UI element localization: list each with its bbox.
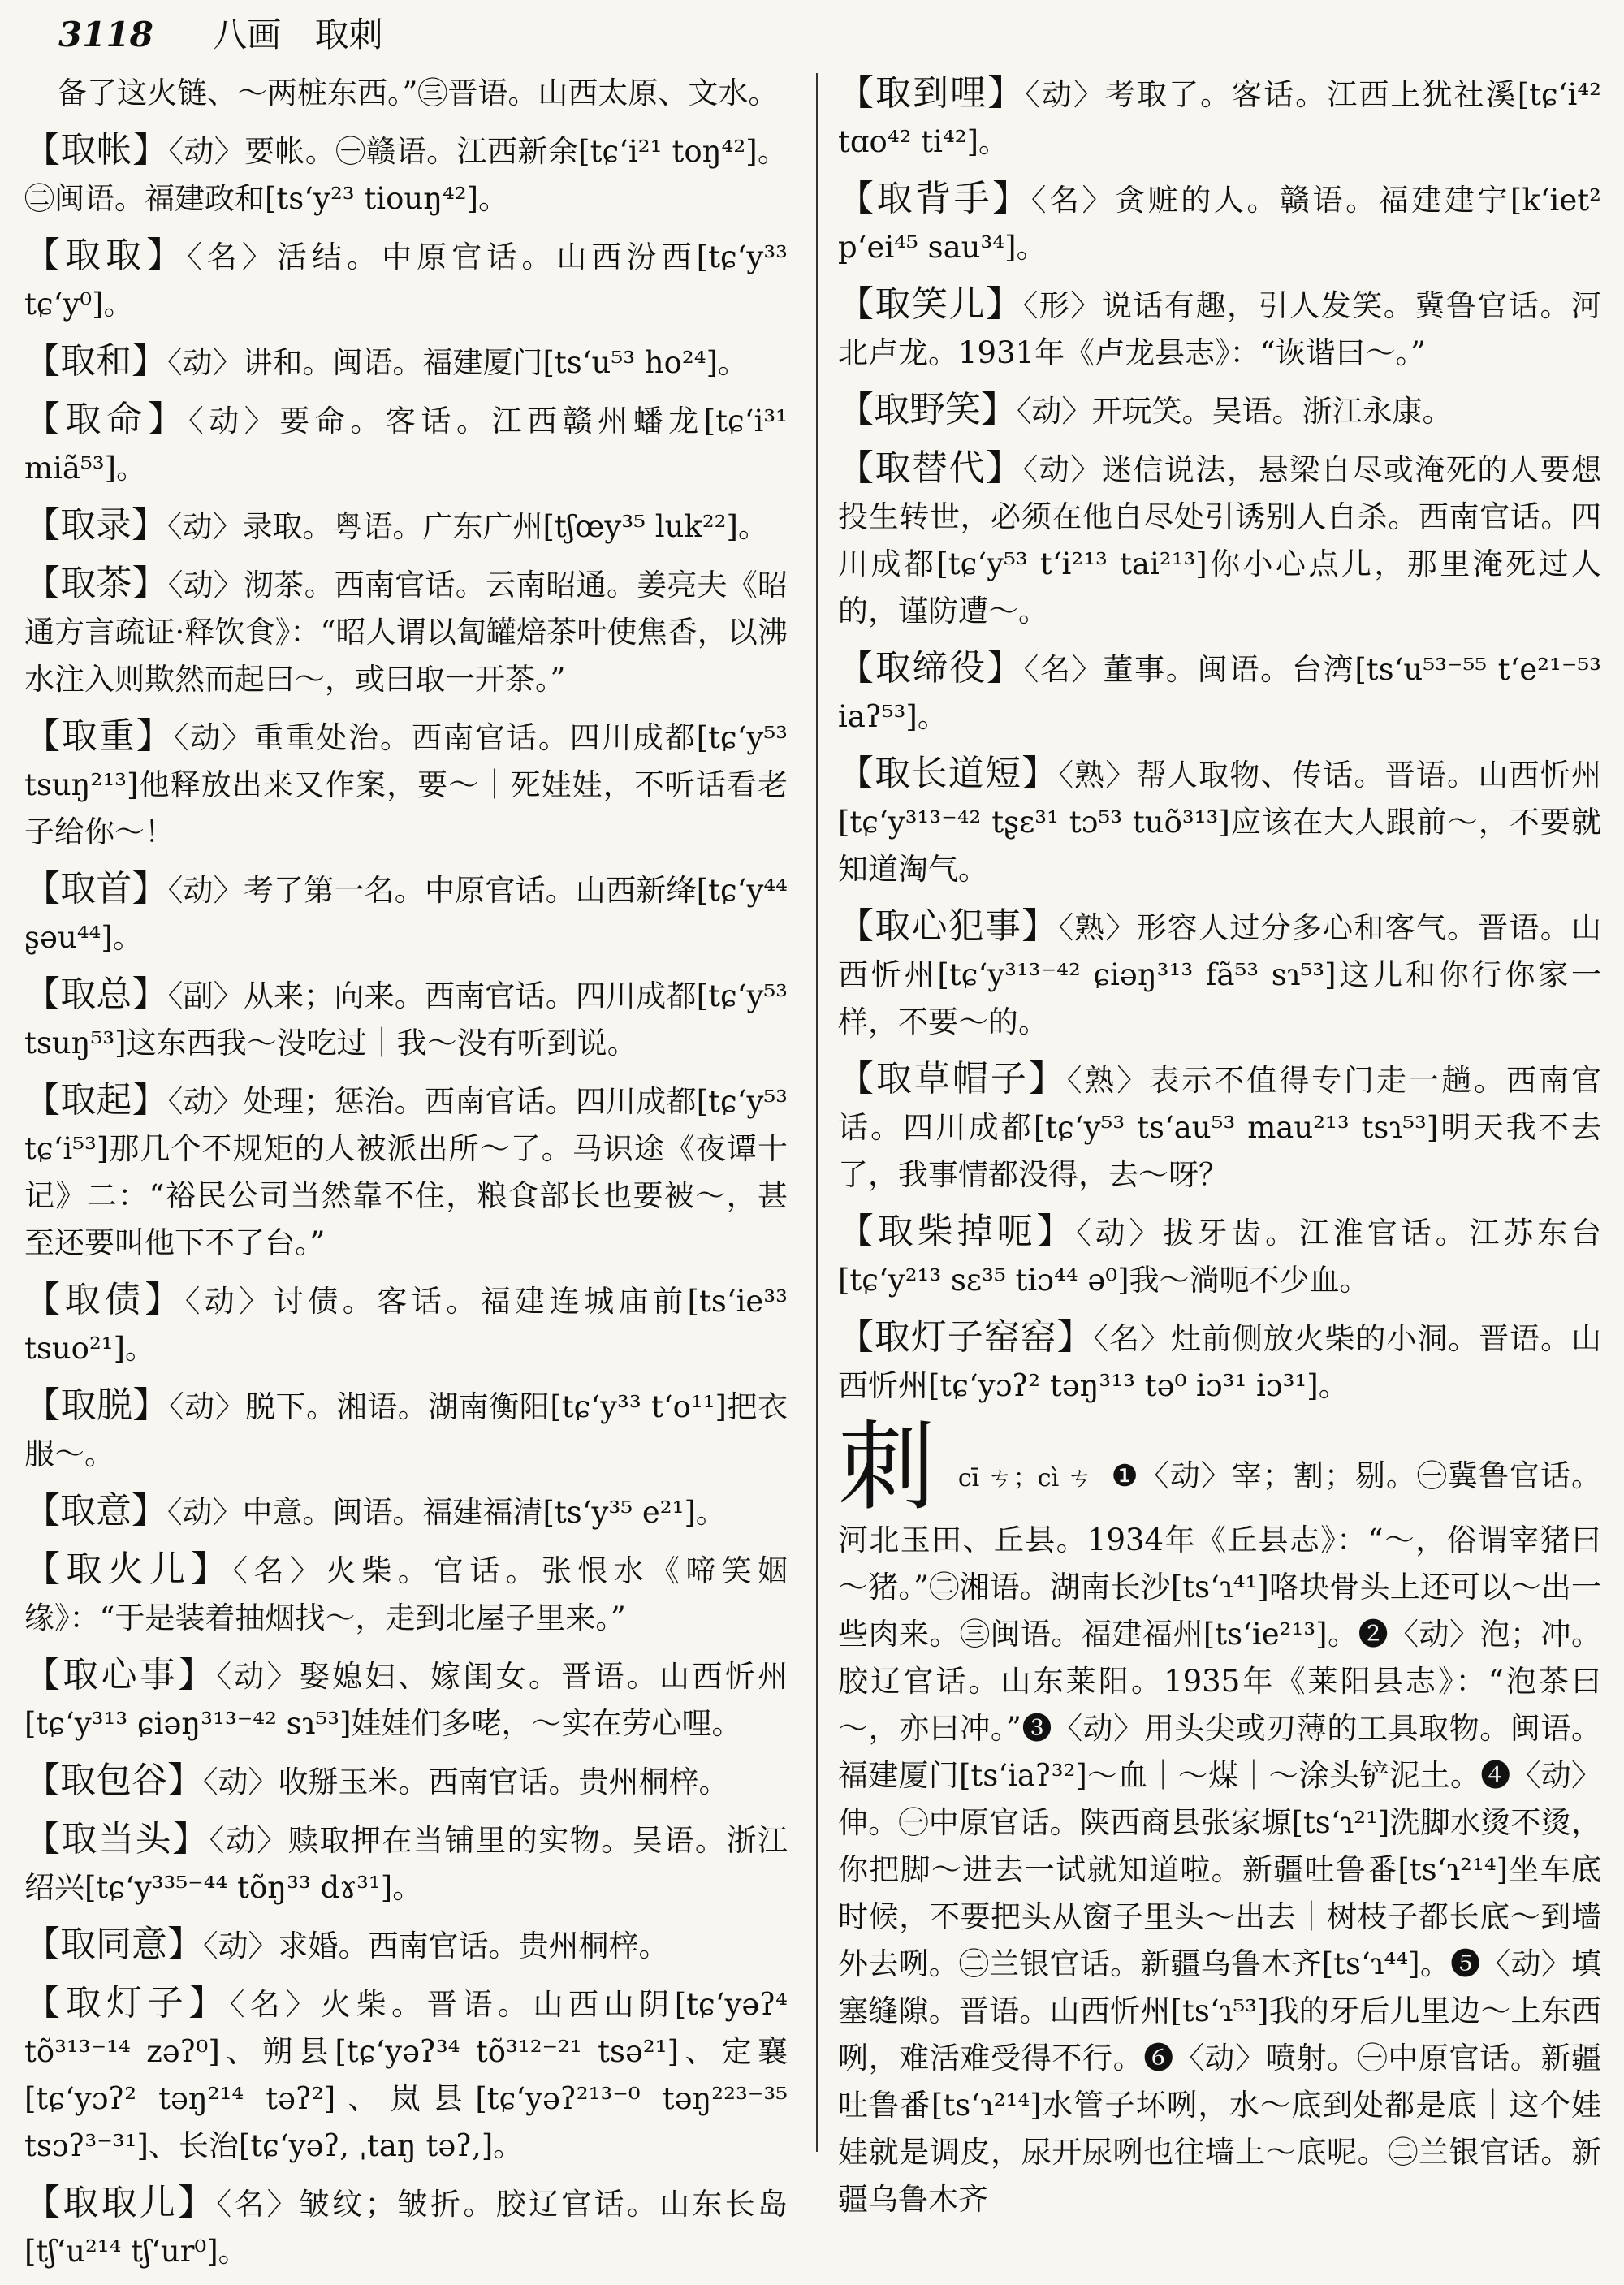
entry-definition: 〈动〉讲和。闽语。福建厦门[tsʻu⁵³ ho²⁴]。: [167, 345, 749, 380]
entry-headword: 【取草帽子】: [838, 1058, 1067, 1099]
entry-definition: 〈副〉从来；向来。西南官话。四川成都[tɕʻy⁵³ tsuŋ⁵³]这东西我～没吃过｜我～没有听到说。: [24, 978, 788, 1060]
entry-definition: 〈动〉讨债。客话。福建连城庙前[tsʻie³³ tsuo²¹]。: [24, 1284, 788, 1366]
stroke-section: 八画: [213, 15, 282, 54]
entry-definition: 〈动〉处理；惩治。西南官话。四川成都[tɕʻy⁵³ tɕʻi⁵³]那几个不规矩的人被派出所～了。马识途《夜谭十记》二：“裕民公司当然靠不住，粮食部长也要被～，甚至还要叫他下不了台。”: [24, 1084, 788, 1260]
dictionary-entry: [24, 502, 788, 551]
entry-headword: 【取重】: [24, 715, 174, 757]
page-header: [58, 8, 1585, 62]
entry-headword: 【取灯子】: [24, 1982, 230, 2024]
entry-headword: 【取缔役】: [838, 647, 1024, 689]
dictionary-entry: [24, 127, 788, 222]
entry-headword: 【取笑儿】: [838, 283, 1023, 325]
char-headword: 刺: [838, 1411, 937, 1524]
entry-headword: 【取首】: [24, 868, 168, 909]
head-chars: 取刺: [314, 15, 383, 54]
dictionary-entry: [24, 1652, 788, 1747]
entry-headword: 【取总】: [24, 974, 168, 1015]
entry-headword: 【取当头】: [24, 1818, 209, 1860]
entry-definition: 〈动〉考了第一名。中原官话。山西新绛[tɕʻy⁴⁴ ʂəu⁴⁴]。: [24, 873, 788, 955]
page-number: 3118: [58, 15, 153, 54]
entry-headword: 【取意】: [24, 1490, 167, 1531]
char-pinyin: cī ㄘ；cì ㄘ: [957, 1464, 1093, 1492]
entry-definition: 〈动〉中意。闽语。福建福清[tsʻy³⁵ e²¹]。: [167, 1495, 726, 1530]
right-entries: [838, 70, 1601, 1410]
entry-headword: 【取背手】: [838, 178, 1031, 219]
entry-definition: 〈动〉娶媳妇、嫁闺女。晋语。山西忻州[tɕʻy³¹³ ɕiəŋ³¹³⁻⁴² sɿ⁵³]娃娃们多咾，～实在劳心哩。: [24, 1659, 788, 1741]
entry-headword: 【取柴掉呃】: [838, 1211, 1077, 1252]
entry-definition: 〈动〉收掰玉米。西南官话。贵州桐梓。: [203, 1765, 729, 1799]
entry-definition: 〈名〉董事。闽语。台湾[tsʻu⁵³⁻⁵⁵ tʻe²¹⁻⁵³ iaʔ⁵³]。: [838, 652, 1602, 734]
dictionary-entry: [24, 713, 788, 856]
entry-definition: 〈动〉拔牙齿。江淮官话。江苏东台[tɕʻy²¹³ sɛ³⁵ tiɔ⁴⁴ ə⁰]我～淌呃不少血。: [838, 1216, 1602, 1298]
dictionary-entry: [24, 1077, 788, 1267]
entry-definition: 〈动〉脱下。湘语。湖南衡阳[tɕʻy³³ tʻo¹¹]把衣服～。: [24, 1389, 788, 1471]
entry-definition: 〈动〉迷信说法，悬梁自尽或淹死的人要想投生转世，必须在他自尽处引诱别人自杀。西南官话。四川成都[tɕʻy⁵³ tʻi²¹³ tai²¹³]你小心点儿，那里淹死过人的，谨防遭～。: [838, 452, 1602, 628]
dictionary-entry: [24, 866, 788, 961]
entry-headword: 【取到哩】: [838, 72, 1026, 114]
entry-headword: 【取取】: [24, 235, 188, 276]
dictionary-entry: [24, 971, 788, 1067]
entry-headword: 【取债】: [24, 1279, 185, 1320]
dictionary-entry: [838, 645, 1601, 741]
continuation-text: 备了这火链、～两桩东西。”㊂晋语。山西太原、文水。: [57, 76, 779, 110]
entry-definition: 〈动〉考取了。客话。江西上犹社溪[tɕʻi⁴² tɑo⁴² ti⁴²]。: [838, 77, 1601, 159]
dictionary-entry: [24, 1980, 788, 2170]
dictionary-entry: [838, 750, 1601, 893]
dictionary-entry: [24, 560, 788, 703]
entry-definition: 〈动〉赎取押在当铺里的实物。吴语。浙江绍兴[tɕʻy³³⁵⁻⁴⁴ tõŋ³³ dɤ³¹]。: [24, 1823, 788, 1905]
entry-definition: 〈动〉重重处治。西南官话。四川成都[tɕʻy⁵³ tsuŋ²¹³]他释放出来又作案，要～｜死娃娃，不听话看老子给你～！: [24, 720, 788, 849]
entry-headword: 【取长道短】: [838, 753, 1059, 794]
entry-headword: 【取灯子窑窑】: [838, 1316, 1094, 1358]
entry-headword: 【取心事】: [24, 1654, 217, 1695]
dictionary-entry: [24, 1488, 788, 1536]
entry-definition: 〈名〉火柴。官话。张恨水《啼笑姻缘》：“于是装着抽烟找～，走到北屋子里来。”: [24, 1553, 788, 1635]
entry-headword: 【取同意】: [24, 1924, 203, 1965]
entry-definition: 〈动〉录取。粤语。广东广州[tʃœy³⁵ luk²²]。: [167, 509, 768, 544]
entry-definition: 〈熟〉形容人过分多心和客气。晋语。山西忻州[tɕʻy³¹³⁻⁴² ɕiəŋ³¹³ fã⁵³ sɿ⁵³]这儿和你行你家一样，不要～的。: [838, 910, 1602, 1039]
char-definition: ❶〈动〉宰；割；剔。㊀冀鲁官话。河北玉田、丘县。1934年《丘县志》：“～，俗谓宰猪曰～猪。”㊁湘语。湖南长沙[tsʻɿ⁴¹]咯块骨头上还可以～出一些肉来。㊂闽语。福建福州[tsʻie²¹³]。❷〈动〉泡；冲。胶辽官话。山东莱阳。1935年《莱阳县志》：“泡茶曰～，亦曰冲。”❸〈动〉用头尖或刃薄的工具取物。闽语。福建厦门[tsʻiaʔ³²]～血｜～煤｜～涂头铲泥土。❹〈动〉伸。㊀中原官话。陕西商县张家塬[tsʻɿ²¹]洗脚水烫不烫，你把脚～进去一试就知道啦。新疆吐鲁番[tsʻɿ²¹⁴]坐车底时候，不要把头从窗子里头～出去｜树枝子都长底～到墙外去咧。㊁兰银官话。新疆乌鲁木齐[tsʻɿ⁴⁴]。❺〈动〉填塞缝隙。晋语。山西忻州[tsʻɿ⁵³]我的牙后儿里边～上东西咧，难活难受得不行。❻〈动〉喷射。㊀中原官话。新疆吐鲁番[tsʻɿ²¹⁴]水管子坏咧，水～底到处都是底｜这个娃娃就是调皮，尿开尿咧也往墙上～底呢。㊁兰银官话。新疆乌鲁木齐: [838, 1458, 1602, 2217]
dictionary-entry: [24, 1816, 788, 1911]
entry-definition: 〈名〉火柴。晋语。山西山阴[tɕʻyəʔ⁴ tõ³¹³⁻¹⁴ zəʔ⁰]、朔县[tɕʻyəʔ³⁴ tõ³¹²⁻²¹ tsə²¹]、定襄[tɕʻyɔʔ² təŋ²¹⁴ təʔ²]、岚县[tɕʻyəʔ²¹³⁻⁰ təŋ²²³⁻³⁵ tsɔʔ³⁻³¹]、长治[tɕʻyəʔ, ˌtaŋ təʔ,]。: [24, 1987, 788, 2163]
entry-definition: 〈名〉贪赃的人。赣语。福建建宁[kʻiet² pʻei⁴⁵ sau³⁴]。: [838, 183, 1601, 265]
entry-headword: 【取脱】: [24, 1384, 170, 1426]
entry-definition: 〈动〉要帐。㊀赣语。江西新余[tɕʻi²¹ toŋ⁴²]。㊁闽语。福建政和[tsʻy²³ tiouŋ⁴²]。: [24, 134, 788, 216]
dictionary-entry: [24, 396, 788, 492]
entry-definition: 〈形〉说话有趣，引人发笑。冀鲁官话。河北卢龙。1931年《卢龙县志》：“诙谐曰～。”: [838, 288, 1602, 370]
dictionary-entry: [838, 1056, 1601, 1199]
dictionary-entry: [24, 1276, 788, 1372]
dictionary-entry: [24, 1757, 788, 1806]
entry-headword: 【取替代】: [838, 447, 1023, 489]
dictionary-entry: [24, 1546, 788, 1642]
entry-definition: 〈动〉要命。客话。江西赣州蟠龙[tɕʻi³¹ miã⁵³]。: [24, 404, 788, 486]
dictionary-entry: [838, 70, 1601, 166]
right-column: [838, 70, 1601, 2253]
dictionary-entry: [838, 281, 1601, 377]
entry-headword: 【取茶】: [24, 563, 168, 604]
dictionary-entry: [838, 445, 1601, 635]
entry-headword: 【取火儿】: [24, 1549, 233, 1590]
entry-definition: 〈熟〉帮人取物、传话。晋语。山西忻州[tɕʻy³¹³⁻⁴² tʂɛ³¹ tɔ⁵³ tuõ³¹³]应该在大人跟前～，不要就知道淘气。: [838, 758, 1602, 887]
left-column: [24, 70, 788, 2285]
entry-definition: 〈名〉活结。中原官话。山西汾西[tɕʻy³³ tɕʻy⁰]。: [24, 240, 788, 322]
entry-definition: 〈动〉开玩笑。吴语。浙江永康。: [1017, 394, 1453, 429]
dictionary-entry: [838, 1314, 1601, 1410]
dictionary-entry: [838, 1208, 1601, 1304]
dictionary-entry: [24, 1382, 788, 1478]
entry-definition: 〈熟〉表示不值得专门走一趟。西南官话。四川成都[tɕʻy⁵³ tsʻau⁵³ mau²¹³ tsɿ⁵³]明天我不去了，我事情都没得，去～呀？: [838, 1063, 1602, 1192]
entry-headword: 【取和】: [24, 340, 167, 382]
column-divider: [816, 73, 818, 2152]
entry-headword: 【取心犯事】: [838, 905, 1059, 947]
entry-headword: 【取命】: [24, 399, 189, 440]
entry-headword: 【取起】: [24, 1079, 168, 1121]
dictionary-entry: [24, 338, 788, 387]
entry-headword: 【取包谷】: [24, 1760, 203, 1801]
dictionary-entry: [24, 2179, 788, 2275]
entry-definition: 〈名〉皱纹；皱折。胶辽官话。山东长岛[tʃʻu²¹⁴ tʃʻur⁰]。: [24, 2187, 788, 2269]
entry-definition: 〈动〉沏茶。西南官话。云南昭通。姜亮夫《昭通方言疏证·释饮食》：“昭人谓以匐罐焙茶叶使焦香，以沸水注入则欺然而起曰～，或曰取一开茶。”: [24, 568, 788, 697]
char-entry: [838, 1411, 1602, 2223]
entry-definition: 〈动〉求婚。西南官话。贵州桐梓。: [203, 1929, 669, 1963]
dictionary-entry: [24, 232, 788, 328]
entry-headword: 【取取儿】: [24, 2182, 217, 2223]
entry-headword: 【取录】: [24, 504, 167, 546]
entry-headword: 【取帐】: [24, 129, 169, 171]
entry-definition: 〈名〉灶前侧放火柴的小洞。晋语。山西忻州[tɕʻyɔʔ² təŋ³¹³ tə⁰ iɔ³¹ iɔ³¹]。: [838, 1321, 1602, 1403]
dictionary-entry: [838, 387, 1601, 435]
dictionary-entry: [838, 903, 1601, 1046]
dictionary-entry: [838, 175, 1601, 271]
entry-headword: 【取野笑】: [838, 389, 1017, 430]
dictionary-entry: [24, 1921, 788, 1970]
